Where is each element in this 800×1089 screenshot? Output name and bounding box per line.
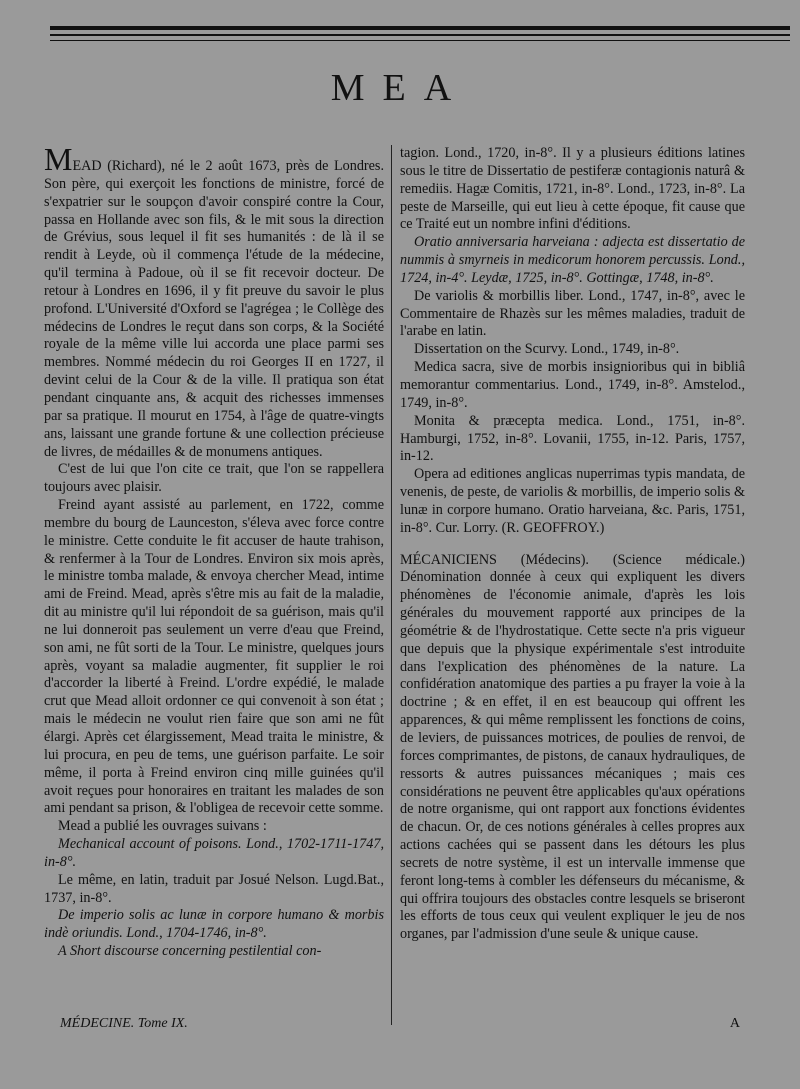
mecaniciens-entry: MÉCANICIENS (Médecins). (Science médicale.) Dénomination donnée à ceux qui expliquent les divers phénomènes de l'économie animale, d'après les lois générales du mouvement rapporté aux principes de la géométrie & de l'hydrostatique. Cette secte n'a pris vigueur que depuis que la physique expérimentale s'est introduite dans l'explication des phénomènes de la nature. La confidération anatomique des parties a pu frayer la voie à la doctrine ; & en effet, il en est beaucoup qui offrent les apparences, & qui même remplissent les fonctions de coins, de leviers, de puissances motrices, de poulies de renvoi, de forces comprimantes, de pistons, de canaux hydrauliques, de ressorts & autres puissances mécaniques ; mais ces considérations ne peuvent être applicables qu'aux opérations de notre organisme, qui ont rapport aux fonctions évidentes de chacun. Or, de ces notions générales à celles propres aux actions cachées qui se passent dans les détours les plus secrets de notre système, il est un intervalle immense que feront long-tems à combler les défenseurs du mécanisme, & qui offrira toujours des obstacles contre lesquels se briseront les efforts de tous ceux qui veulent expliquer le jeu de nos organes, par l'admission d'une seule & unique cause.: [400, 551, 745, 943]
drop-cap: M: [44, 141, 73, 177]
mead-work-3: De imperio solis ac lunæ in corpore humano & morbis indè oriundis. Lond., 1704-1746, in-8°.: [44, 907, 384, 942]
mead-bio-para1: MEAD (Richard), né le 2 août 1673, près de Londres. Son père, qui exerçoit les fonctions de ministre, forcé de s'expatrier sur le soupçon d'avoir conspiré contre la Cour, passa en Hollande avec son fils, & le mit sous la direction de Grévius, sous lequel il fit ses humanités : de là il se rendit à Leyde, où il commença l'étude de la médecine, qu'il termina à Padoue, où il se fit recevoir docteur. De retour à Londres en 1696, il y fit preuve du savoir le plus profond. L'Université d'Oxford se l'agrégea ; le Collège des médecins de Londres le reçut dans son corps, & la Société royale de la même ville lui accorda une place parmi ses membres. Nommé médecin du roi Georges II en 1727, il devint celui de la Cour & de la ville. Il pratiqua son état pendant cinquante ans, & acquit des richesses immenses par sa pratique. Il mourut en 1754, à l'âge de quatre-vingts ans, laissant une grande fortune & une collection précieuse de livres, de médailles & de monumens antiques.: [44, 141, 384, 460]
mead-work-2: Le même, en latin, traduit par Josué Nelson. Lugd.Bat., 1737, in-8°.: [44, 871, 384, 906]
mead-work-6: De variolis & morbillis liber. Lond., 1747, in-8°, avec le Commentaire de Rhazès sur les mêmes maladies, traduit de l'arabe en latin.: [400, 287, 745, 340]
mead-bio-para3: Freind ayant assisté au parlement, en 1722, comme membre du bourg de Launceston, s'éleva avec force contre le ministre. Cette conduite le fit accuser de haute trahison, & renfermer à la Tour de Londres. Environ six mois après, le ministre tomba malade, & envoya chercher Mead, intime ami de Freind. Mead, après s'être mis au fait de la maladie, dit au ministre qu'il lui répondoit de sa guérison, mais qu'il ne lui donneroit pas seulement un verre d'eau que Freind, son ami, ne fût sorti de la Tour. Le ministre, quelques jours après, voyant sa maladie augmenter, fit supplier le roi d'accorder la liberté à Freind. L'ordre expédié, le malade crut que Mead alloit ordonner ce qui convenoit à son état ; mais le médecin ne voulut rien faire que son ami ne fût élargi. Après cet élargissement, Mead traita le ministre, & lui procura, en peu de tems, une guérison parfaite. Le soir même, il porta à Freind environ cinq mille guinées qu'il avoit reçues pour honoraires en traitant les malades de son ami pendant sa prison, & l'obligea de recevoir cette somme.: [44, 497, 384, 817]
header-rule-bottom: [50, 40, 790, 41]
header-rule-middle: [50, 34, 790, 36]
left-column: [44, 141, 384, 961]
running-head: MEA: [330, 67, 470, 109]
mead-work-8: Medica sacra, sive de morbis insignioribus qui in bibliâ memorantur commentarius. Lond., 1749, in-8°. Amstelod., 1749, in-8°.: [400, 359, 745, 411]
right-column: [400, 145, 745, 944]
mead-work-4: A Short discourse concerning pestilential con-: [58, 943, 322, 960]
column-divider: [391, 145, 392, 1025]
mead-bio-para2: C'est de lui que l'on cite ce trait, que l'on se rappellera toujours avec plaisir.: [44, 461, 384, 496]
page-footer: [60, 1016, 740, 1032]
entry-gap: [400, 538, 745, 552]
mead-work-1: Mechanical account of poisons. Lond., 1702-1711-1747, in-8°.: [44, 836, 384, 870]
mead-work-9: Monita & præcepta medica. Lond., 1751, in-8°. Hamburgi, 1752, in-8°. Lovanii, 1755, in-12. Paris, 1757, in-12.: [400, 412, 745, 465]
mead-work-7: Dissertation on the Scurvy. Lond., 1749, in-8°.: [414, 341, 680, 358]
mead-work-10: Opera ad editiones anglicas nuperrimas typis mandata, de venenis, de peste, de variolis & morbillis, de imperio solis & lunæ in corpore humano. Oratio harveiana, &c. Paris, 1751, in-8°. Cur. Lorry. (R. GEOFFROY.): [400, 466, 745, 536]
signature-mark: A: [729, 1016, 740, 1031]
mead-work-4-cont: tagion. Lond., 1720, in-8°. Il y a plusieurs éditions latines sous le titre de Dissertatio de pestiferæ contagionis naturâ & remediis. Hagæ Comitis, 1721, in-8°. Lond., 1723, in-8°. La peste de Marseille, qui eut lieu à cette époque, fit cause que ce Traité eut un nombre infini d'éditions.: [400, 145, 745, 233]
mead-work-5: Oratio anniversaria harveiana : adjecta est dissertatio de nummis à smyrneis in medicorum honorem percussis. Lond., 1724, in-4°. Leydæ, 1725, in-8°. Gottingæ, 1748, in-8°.: [400, 234, 745, 286]
header-rule-top: [50, 26, 790, 30]
footer-volume: MÉDECINE. Tome IX.: [60, 1016, 188, 1031]
mead-works-intro: Mead a publié les ouvrages suivans :: [58, 818, 267, 835]
